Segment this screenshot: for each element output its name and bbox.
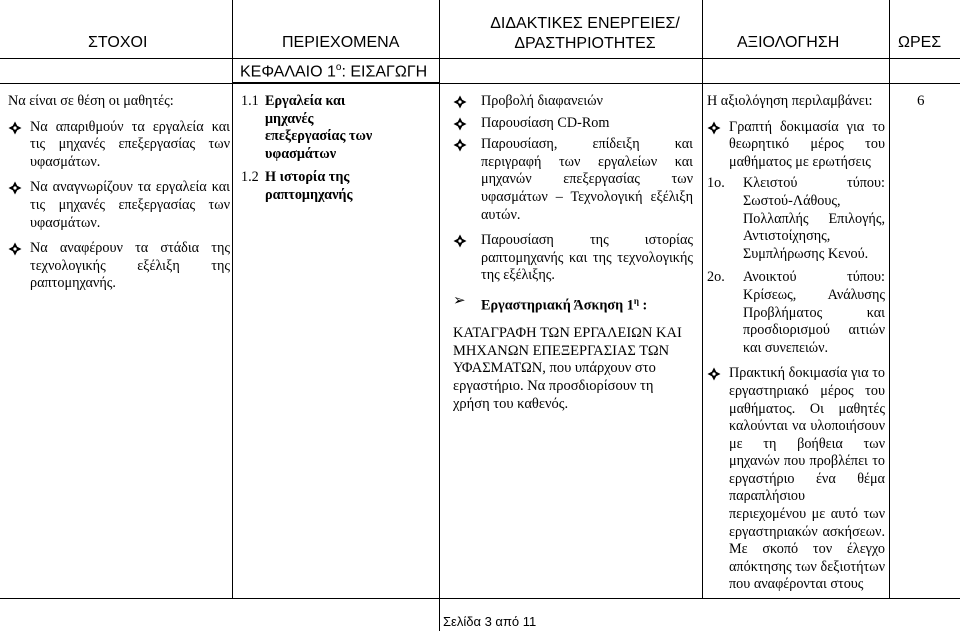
drastiriotita-text: Προβολή διαφανειών	[481, 93, 603, 109]
diamond-bullet-icon	[8, 242, 22, 256]
diamond-bullet-icon	[707, 121, 721, 135]
header-drastiriotites	[470, 14, 700, 54]
header-drastiriotites-line2: ΔΡΑΣΤΗΡΙΟΤΗΤΕΣ	[514, 35, 656, 52]
page-number: Σελίδα 3 από 11	[443, 614, 537, 629]
diamond-bullet-icon	[8, 181, 22, 195]
table-rule-body	[0, 83, 960, 84]
chapter-title	[240, 62, 427, 81]
list-item	[707, 119, 885, 172]
column-divider-3	[702, 0, 703, 598]
column-divider-4	[889, 0, 890, 598]
header-axiologisi: ΑΞΙΟΛΟΓΗΣΗ	[737, 34, 840, 51]
list-item	[707, 175, 885, 263]
list-item	[8, 179, 230, 232]
ores-value: 6	[917, 93, 925, 109]
diamond-bullet-icon	[453, 95, 467, 109]
column-divider-2	[439, 0, 440, 631]
chapter-prefix: ΚΕΦΑΛΑΙΟ 1	[240, 63, 336, 81]
diamond-bullet-icon	[453, 234, 467, 248]
drastiriotites-column	[453, 93, 693, 413]
list-item	[453, 115, 693, 133]
diamond-bullet-icon	[453, 138, 467, 152]
sub-item-num: 2ο.	[707, 269, 725, 286]
list-item	[453, 93, 693, 111]
diamond-bullet-icon	[8, 121, 22, 135]
table-rule-top	[0, 58, 960, 59]
list-item	[453, 136, 693, 224]
stoxoi-column	[8, 93, 230, 301]
periexomena-text: Εργαλεία και μηχανές επεξεργασίας των υφασμάτων	[265, 93, 373, 162]
column-divider-1	[232, 0, 233, 598]
axiologisi-item-text: Γραπτή δοκιμασία για το θεωρητικό μέρος του μαθήματος με ερωτήσεις	[729, 118, 885, 170]
list-item	[241, 169, 391, 204]
drastiriotita-text: Παρουσίαση, επίδειξη και περιγραφή των εργαλείων και μηχανών επεξεργασίας των υφασμάτων – Τεχνολογική εξέλιξη αυτών.	[481, 136, 693, 223]
list-item	[707, 365, 885, 594]
arrow-right-icon: ➢	[453, 292, 466, 309]
list-item	[241, 93, 391, 163]
lab-exercise-text: ΚΑΤΑΓΡΑΦΗ ΤΩΝ ΕΡΓΑΛΕΙΩΝ ΚΑΙ ΜΗΧΑΝΩΝ ΕΠΕΞΕΡΓΑΣΙΑΣ ΤΩΝ ΥΦΑΣΜΑΤΩΝ, που υπάρχουν στο εργαστήριο. Να προσδιορίσουν τη χρήση του καθενός.	[453, 325, 682, 412]
chapter-sup: ο	[335, 62, 342, 73]
chapter-suffix: : ΕΙΣΑΓΩΓΗ	[341, 63, 428, 81]
header-periexomena: ΠΕΡΙΕΧΟΜΕΝΑ	[282, 34, 400, 51]
stoxoi-item-text: Να απαριθμούν τα εργαλεία και τις μηχανές επεξεργασίας των υφασμάτων.	[30, 118, 230, 170]
list-item	[707, 269, 885, 357]
list-item	[453, 232, 693, 285]
lab-title-sup: η	[633, 295, 639, 306]
axiologisi-column	[707, 93, 885, 602]
stoxoi-item-text: Να αναγνωρίζουν τα εργαλεία και τις μηχανές επεξεργασίας των υφασμάτων.	[30, 179, 230, 231]
axiologisi-item-text: Πρακτική δοκιμασία για το εργαστηριακό μέρος του μαθήματος. Οι μαθητές καλούνται να υλοποιήσουν με τη βοήθεια των μηχανών που προβλέπει το εργαστήριο ένα θέμα παραπλήσιου περιεχομένου με αυτό των εργαστηριακών ασκήσεων. Με σκοπό τον έλεγχο απόκτησης των δεξιοτήτων που αναφέρονται στους	[729, 365, 885, 593]
sub-item-num: 1ο.	[707, 175, 725, 192]
lab-title-colon: :	[638, 297, 648, 314]
lab-exercise-title	[453, 293, 693, 315]
diamond-bullet-icon	[707, 367, 721, 381]
lab-title-text: Εργαστηριακή Άσκηση 1	[481, 297, 634, 314]
drastiriotita-text: Παρουσίαση CD-Rom	[481, 114, 610, 131]
stoxoi-intro: Να είναι σε θέση οι μαθητές:	[8, 93, 174, 109]
diamond-bullet-icon	[453, 117, 467, 131]
header-stoxoi: ΣΤΟΧΟΙ	[88, 34, 148, 51]
stoxoi-item-text: Να αναφέρουν τα στάδια της τεχνολογικής εξέλιξη της ραπτομηχανής.	[30, 240, 230, 292]
periexomena-num: 1.1	[241, 93, 259, 109]
header-drastiriotites-line1: ΔΙΔΑΚΤΙΚΕΣ ΕΝΕΡΓΕΙΕΣ/	[490, 15, 680, 32]
periexomena-column	[241, 93, 391, 205]
sub-item-text: Κλειστού τύπου: Σωστού-Λάθους, Πολλαπλής Επιλογής, Αντιστοίχησης, Συμπλήρωσης Κενού.	[743, 175, 885, 262]
periexomena-text: Η ιστορία της ραπτομηχανής	[265, 169, 353, 203]
header-ores: ΩΡΕΣ	[898, 34, 942, 51]
axiologisi-intro: Η αξιολόγηση περιλαμβάνει:	[707, 93, 873, 109]
sub-item-text: Ανοικτού τύπου: Κρίσεως, Ανάλυσης Προβλήματος και προσδιορισμού αιτιών και συνεπειών.	[743, 269, 885, 356]
list-item	[8, 240, 230, 293]
periexomena-num: 1.2	[241, 169, 259, 186]
list-item	[8, 119, 230, 172]
drastiriotita-text: Παρουσίαση της ιστορίας ραπτομηχανής και της τεχνολογικής της εξέλιξης.	[481, 232, 693, 284]
